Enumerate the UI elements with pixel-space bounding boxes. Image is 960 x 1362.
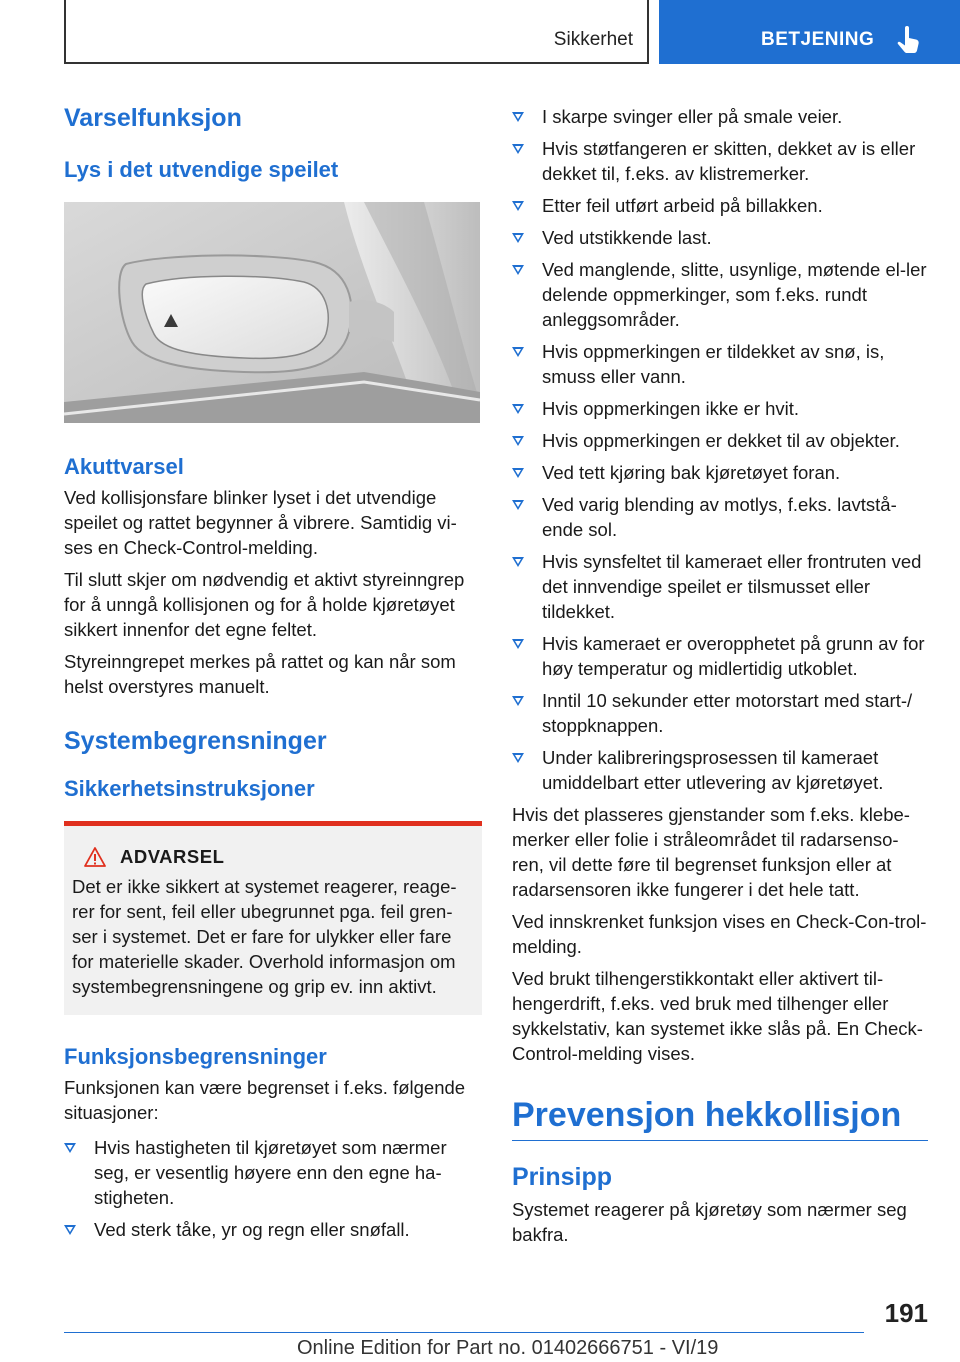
list-item: Hvis oppmerkingen er tildekket av snø, is, smuss eller vann. xyxy=(512,339,928,389)
right-column xyxy=(512,104,928,1254)
section-title-rule xyxy=(512,1094,928,1141)
list-item: Hvis støtfangeren er skitten, dekket av is eller dekket til, f.eks. av klistremerker. xyxy=(512,136,928,186)
list-item: Hvis oppmerkingen ikke er hvit. xyxy=(512,396,928,421)
paragraph: Ved kollisjonsfare blinker lyset i det utvendige speilet og rattet begynner å vibrere. Samtidig vi-ses en Check-Control-melding. xyxy=(64,487,457,558)
header-section-title: Sikkerhet xyxy=(553,29,633,50)
list-item: Ved varig blending av motlys, f.eks. lavtstå-ende sol. xyxy=(512,492,928,542)
triangle-bullet-icon xyxy=(512,112,524,122)
triangle-bullet-icon xyxy=(512,233,524,243)
paragraph: Funksjonen kan være begrenset i f.eks. følgende situasjoner: xyxy=(64,1077,466,1123)
limitations-list-left xyxy=(64,1135,482,1242)
footer-edition: Online Edition for Part no. 01402666751 - VI/19 xyxy=(297,1337,719,1359)
header-chapter-box xyxy=(659,0,960,64)
list-item: Ved manglende, slitte, usynlige, møtende el-ler delende oppmerkinger, som f.eks. rundt anleggsområder. xyxy=(512,257,928,332)
list-item: Hvis synsfeltet til kameraet eller frontruten ved det innvendige speilet er tilsmusset eller tildekket. xyxy=(512,549,928,624)
heading-prinsipp: Prinsipp xyxy=(512,1163,613,1191)
triangle-bullet-icon xyxy=(64,1225,76,1235)
heading-akuttvarsel: Akuttvarsel xyxy=(64,454,184,479)
paragraph: Hvis det plasseres gjenstander som f.eks. klebe-merker eller folie i stråleområdet til radarsenso-ren, vil dette føre til begrenset funksjon eller at radarsensoren ikke fungerer i det hele tatt. xyxy=(512,804,910,900)
triangle-bullet-icon xyxy=(512,500,524,510)
list-item: Hvis hastigheten til kjøretøyet som nærmer seg, er vesentlig høyere enn den egne ha-stigheten. xyxy=(64,1135,482,1210)
section-title-prevensjon: Prevensjon hekkollisjon xyxy=(512,1096,902,1134)
header-section-box xyxy=(64,0,649,64)
triangle-bullet-icon xyxy=(512,557,524,567)
footer-divider xyxy=(64,1332,864,1333)
warning-header xyxy=(72,846,474,868)
triangle-bullet-icon xyxy=(512,404,524,414)
list-item: Hvis kameraet er overopphetet på grunn av for høy temperatur og midlertidig utkoblet. xyxy=(512,631,928,681)
triangle-bullet-icon xyxy=(512,201,524,211)
warning-text: Det er ikke sikkert at systemet reagerer, reage-rer for sent, feil eller ubegrunnet pga. feil gren-ser i systemet. Det er fare for ulykker eller fare for materielle skader. Overhold informasjon om systembegrensningene og grip ev. inn aktivt. xyxy=(72,876,457,997)
triangle-bullet-icon xyxy=(512,347,524,357)
section-title-systembegrensninger: Systembegrensninger xyxy=(64,727,327,755)
list-item: Under kalibreringsprosessen til kameraet umiddelbart etter utlevering av kjøretøyet. xyxy=(512,745,928,795)
triangle-bullet-icon xyxy=(512,265,524,275)
left-column xyxy=(64,96,482,1249)
paragraph: Systemet reagerer på kjøretøy som nærmer seg bakfra. xyxy=(512,1199,907,1245)
list-item: I skarpe svinger eller på smale veier. xyxy=(512,104,928,129)
warning-triangle-icon xyxy=(84,847,106,867)
heading-funksjonsbegrensninger: Funksjonsbegrensninger xyxy=(64,1044,327,1069)
subsection-title-mirror-light: Lys i det utvendige speilet xyxy=(64,157,339,182)
paragraph: Til slutt skjer om nødvendig et aktivt styreinngrep for å unngå kollisjonen og for å holde kjøretøyet sikkert innenfor det egne feltet. xyxy=(64,569,465,640)
paragraph: Ved innskrenket funksjon vises en Check-Con-trol-melding. xyxy=(512,911,927,957)
list-item: Ved utstikkende last. xyxy=(512,225,928,250)
section-title-varselfunksjon: Varselfunksjon xyxy=(64,104,242,132)
list-item: Inntil 10 sekunder etter motorstart med start-/ stoppknappen. xyxy=(512,688,928,738)
header-chapter-title: BETJENING xyxy=(761,29,875,50)
triangle-bullet-icon xyxy=(512,436,524,446)
page-number: 191 xyxy=(884,1298,928,1328)
list-item: Etter feil utført arbeid på billakken. xyxy=(512,193,928,218)
side-mirror-warning-light-image xyxy=(64,202,480,423)
warning-box xyxy=(64,821,482,1015)
limitations-list-right xyxy=(512,104,928,795)
hand-pointing-icon xyxy=(896,26,922,54)
paragraph: Styreinngrepet merkes på rattet og kan når som helst overstyres manuelt. xyxy=(64,651,456,697)
paragraph: Ved brukt tilhengerstikkontakt eller aktivert til-hengerdrift, f.eks. ved bruk med tilhenger eller sykkelstativ, kan systemet ikke slås på. En Check-Control-melding vises. xyxy=(512,968,923,1064)
list-item: Hvis oppmerkingen er dekket til av objekter. xyxy=(512,428,928,453)
warning-label: ADVARSEL xyxy=(120,846,225,867)
triangle-bullet-icon xyxy=(512,468,524,478)
triangle-bullet-icon xyxy=(512,696,524,706)
subsection-title-sikkerhetsinstruksjoner: Sikkerhetsinstruksjoner xyxy=(64,776,315,801)
triangle-bullet-icon xyxy=(512,144,524,154)
list-item: Ved sterk tåke, yr og regn eller snøfall. xyxy=(64,1217,482,1242)
triangle-bullet-icon xyxy=(512,753,524,763)
triangle-bullet-icon xyxy=(64,1143,76,1153)
triangle-bullet-icon xyxy=(512,639,524,649)
list-item: Ved tett kjøring bak kjøretøyet foran. xyxy=(512,460,928,485)
